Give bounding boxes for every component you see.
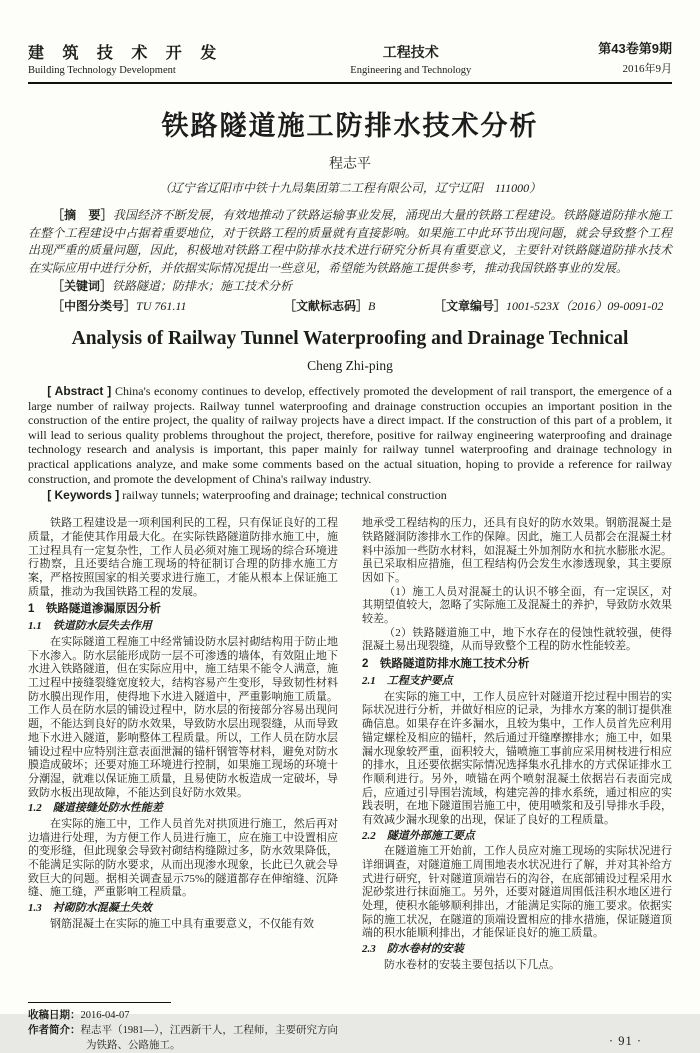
doc-code-value: B — [368, 299, 376, 313]
body-paragraph: （1）施工人员对混凝土的认识不够全面，有一定误区，对其期望值较大，忽略了实际施工及混凝土的养护，导致防水效果较差。 — [362, 585, 672, 626]
author-bio-row — [28, 1023, 338, 1053]
received-date-label: 收稿日期： — [28, 1008, 81, 1021]
article-title-en: Analysis of Railway Tunnel Waterproofing and Drainage Technical — [71, 328, 629, 349]
clc-value: TU 761.11 — [136, 299, 187, 313]
section-heading: 2.3 防水卷材的安装 — [362, 943, 464, 956]
body-paragraph: 地承受工程结构的压力，还具有良好的防水效果。钢筋混凝土是铁路隧洞防渗排水工作的保障。因此，施工人员都会在混凝土材料中添加一些防水材料，如混凝土外加剂防水和抗水膨胀水泥。虽已采取相应措施，但工程结构仍会发生水渗透现象，其主要原因如下。 — [362, 517, 672, 584]
abstract-en — [28, 384, 672, 486]
keywords-cn-text: 铁路隧道；防排水；施工技术分析 — [112, 279, 293, 293]
left-column — [28, 517, 338, 1053]
keywords-cn — [28, 278, 672, 295]
article-id-value: 1001-523X（2016）09-0091-02 — [506, 299, 664, 313]
keywords-en — [28, 488, 672, 503]
footnote — [28, 997, 338, 1053]
journal-section-cn: 工程技术 — [382, 44, 439, 60]
journal-issue-volume: 第43卷第9期 — [598, 41, 672, 56]
received-date-value: 2016-04-07 — [80, 1009, 130, 1021]
received-date-row — [28, 1008, 338, 1024]
journal-name-block — [28, 40, 223, 76]
body-paragraph: 在实际的施工中，工作人员首先对拱顶进行施工，然后再对边墙进行处理，为方便工作人员进行施工，应在施工中设置相应的变形缝，但此现象会导致衬砌结构缝隙过多，防水效果降低，不能满足实际的防水要求，从而出现渗水现象，长此已久就会导致巨大的问题。据相关调查显示75%的隧道都存在伸缩缝、沉降缝、施工缝，严重影响工程质量。 — [28, 817, 338, 899]
author-bio-label: 作者简介： — [28, 1024, 81, 1037]
abstract-en-label: [ Abstract ] — [47, 384, 112, 398]
classification-row — [28, 297, 672, 314]
body-paragraph: 防水卷材的安装主要包括以下几点。 — [384, 958, 560, 971]
abstract-cn-label: ［摘 要］ — [52, 208, 113, 222]
body-paragraph: 铁路工程建设是一项利国利民的工程，只有保证良好的工程质量，才能使其作用最大化。在实际铁路隧道防排水施工中，施工过程具有一定复杂性，工作人员必须对施工现场的综合环境进行勘察，且还要结合施工现场的特征制订合理的防排水施工方案，严格按照国家的相关要求进行施工，才能从根本上保证施工质量，推动为我国铁路工程的发展。 — [28, 517, 338, 598]
keywords-cn-label: ［关键词］ — [52, 279, 113, 293]
journal-issue-block — [598, 38, 672, 76]
keywords-en-text: railway tunnels; waterproofing and drainage; technical construction — [122, 488, 447, 503]
page-number: · 91 · — [608, 1034, 642, 1049]
clc-label: ［中图分类号］ — [52, 299, 137, 313]
article-author-en: Cheng Zhi-ping — [307, 358, 393, 373]
body-paragraph: 在实际的施工中，工作人员应针对隧道开挖过程中围岩的实际状况进行分析，并做好相应的记录，为排水方案的制订提供准确信息。如果存在许多漏水，且较为集中，工作人员首先应利用锚定螺栓及相应的锚杆，然后通过开缝摩擦排水；施工中，如果漏水现象较严重，面积较大，锚喷施工事前应采用树枝进行相应的排水，且还要依据实际情况选择集水孔排水的方式保证排水工作顺利进行。另外，喷锚在两个喷射混凝土依据岩石表面完成后，应通过引导围岩流域，构建完善的排水系统，通过相应的实践表明，在地下隧道围岩施工中，使用喷浆和及引导排水手段，有效减少漏水现象的出现，保证了良好的工程质量。 — [362, 690, 672, 827]
footnote-rule — [28, 1002, 171, 1003]
section-heading: 2.1 工程支护要点 — [362, 675, 453, 688]
right-column-blocks — [362, 517, 672, 972]
article-id — [434, 297, 663, 314]
section-heading: 1.3 衬砌防水混凝土失效 — [28, 902, 152, 915]
journal-name-en: Building Technology Development — [28, 65, 176, 76]
section-heading: 2 铁路隧道防排水施工技术分析 — [362, 658, 530, 671]
section-heading: 2.2 隧道外部施工要点 — [362, 829, 475, 842]
abstract-en-text: China's economy continues to develop, effectively promoted the development of rail transport, the emergence of a large number of railway projects. Railway tunnel waterproofing and drainage construction occupies an important position in the construction of the entire project, the quality of railway projects have a direct impact. If the construction of this part of a problem, it will lead to serious quality problems throughout the project, therefore, positive for railway engineering waterproofing and drainage technology research and analysis is important, this paper mainly for railway tunnel waterproofing and drainage technology in practical applications analyze, and make some comments based on the actual situation, hoping to provide a reference for railway construction, and promote the development of China's railway industry. — [28, 384, 673, 486]
abstract-cn — [28, 207, 672, 277]
body-paragraph: 钢筋混凝土在实际的施工中具有重要意义，不仅能有效 — [50, 917, 314, 930]
section-heading: 1.2 隧道接缝处防水性能差 — [28, 802, 163, 815]
left-column-blocks — [28, 517, 338, 931]
doc-code — [284, 297, 434, 314]
journal-issue-date: 2016年9月 — [622, 63, 672, 75]
article-id-label: ［文章编号］ — [434, 299, 507, 313]
article-author-cn: 程志平 — [329, 157, 371, 172]
journal-section-en: Engineering and Technology — [350, 65, 472, 76]
body-columns — [28, 517, 672, 1053]
author-bio-value: 程志平（1981—），江西新干人，工程师，主要研究方向为铁路、公路施工。 — [80, 1025, 338, 1051]
body-paragraph: 在实际隧道工程施工中经常铺设防水层衬砌结构用于防止地下水渗入。防水层能形成防一层不可渗透的墙体，有效阻止地下水进入铁路隧道，但在实际应用中，施工结果不能令人满意，施工过程中接缝裂缝宽度较大，结构容易产生变形，导致韧性材料防水膜出现作用，使得地下水进入隧道中，严重影响施工质量。工作人员在防水层的铺设过程中，防水层的衔接部分容易出现问题，不能达到良好的防水效果，导致防水层出现裂缝，从而导致地下水进入隧道，影响整体工程质量。所以，工作人员在防水层铺设过程中应特别注意表面泄漏的锚杆钢管等材料，避免对防水膜造成破坏；还要对施工环境进行控制，如果施工现场的环境十分潮湿，就难以保证施工质量，且易使防水板造成一定破坏，导致防水板出现故障，不能达到良好防水效果。 — [28, 635, 338, 799]
abstract-cn-text: 我国经济不断发展，有效地推动了铁路运输事业发展，涌现出大量的铁路工程建设。铁路隧道防排水施工在整个工程建设中占据着重要地位，对于铁路工程的质量就有直接影响。如果施工中此环节出现问题，就会导致整个工程出现严重的质量问题，因此，积极地对铁路工程中防排水技术进行研究分析具有重要意义，主要针对铁路隧道防排水技术在实际应用中进行分析，并依据实际情况提出一些意见，希望能为铁路施工提供参考，推动我国铁路事业的发展。 — [28, 208, 672, 275]
article-affiliation: （辽宁省辽阳市中铁十九局集团第二工程有限公司，辽宁辽阳 111000） — [158, 181, 542, 195]
clc-number — [52, 297, 284, 314]
keywords-en-label: [ Keywords ] — [47, 488, 120, 503]
journal-section-block — [350, 42, 471, 76]
journal-name-cn: 建 筑 技 术 开 发 — [28, 45, 224, 62]
section-heading: 1 铁路隧道渗漏原因分析 — [28, 603, 161, 616]
body-paragraph: 在隧道施工开始前，工作人员应对施工现场的实际状况进行详细调查，对隧道施工周围地表水状况进行了解，并对其补给方式进行研究，针对隧道顶端岩石的沟谷，在底部铺设过程采用水泥砂浆进行抹面施工。另外，还要对隧道周围低洼积水地区进行处理，使积水能够顺利排出，才能满足实际的施工要求。依据实际的施工状况，在隧道的顶端设置相应的排水措施，保证隧道顶端的积水能顺利排出，才能保证良好的施工质量。 — [362, 845, 672, 940]
section-heading: 1.1 铁道防水层失去作用 — [28, 620, 152, 633]
journal-header — [28, 38, 672, 84]
right-column — [362, 517, 672, 1053]
doc-code-label: ［文献标志码］ — [284, 299, 369, 313]
article-title-cn: 铁路隧道施工防排水技术分析 — [161, 111, 539, 141]
body-paragraph: （2）铁路隧道施工中，地下水存在的侵蚀性就较强，使得混凝土易出现裂缝，从而导致整个工程的防水性能较差。 — [362, 626, 672, 653]
